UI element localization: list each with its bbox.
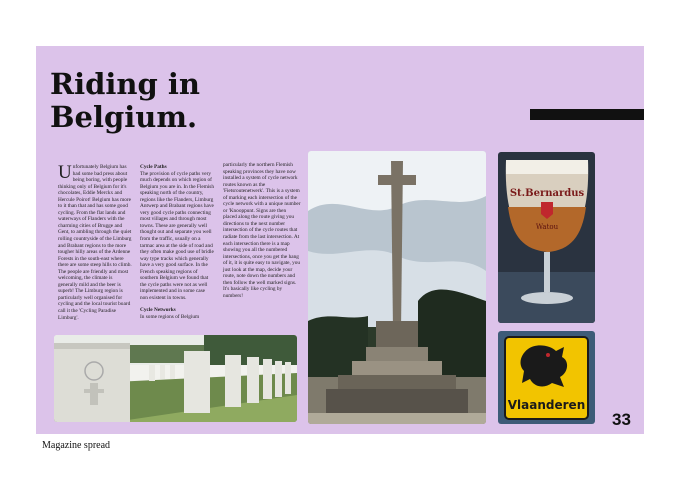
glass-town-text: Watou <box>535 223 559 231</box>
intro-text: nfortunately Belgium has had some bad press about being boring, with people thinking only of Belgium for it's chocolates, Eddie Merckx and Hercule Poirot! Belgium has more to it than that and has some good cycling. From the flat lands and waterways of Flanders with the charming cities of Brugge and Gent, to ambling through the quiet rolling countryside of the Limburg and Brabant regions to the more tougher hilly areas of the Ardenne Forests in the south-east where there are some steep hills to climb. The people are friendly and most welcoming, the climate is generally mild and the beer is superb! The Limburg region is particularly well organised for cycling and the local tourist board call it the 'Cycling Paradise Limburg'. <box>58 164 132 321</box>
intro-paragraph <box>58 164 132 321</box>
sign-text: Vlaanderen <box>507 398 586 412</box>
title-line-1: Riding in <box>50 67 200 101</box>
memorial-cross-photo <box>308 151 486 424</box>
text-column-1 <box>58 164 132 321</box>
cycle-networks-text: In some regions of Belgium <box>140 314 200 321</box>
vlaanderen-sign-photo <box>498 331 595 424</box>
cycle-paths-text: The provision of cycle paths very much depends on which region of Belgium you are in. In the Flemish speaking north of the country, regions like the Flanders, Limburg Antwerp and Brabant regions have very good cycle paths connecting most villages and through most towns. These are generally well thought out and separate you well from the traffic, usually on a tarmac area at the side of road and they often make good use of bridle way type tracks which generally have a very good surface. In the French speaking regions of southern Belgium we found that the cycle paths were not as well implemented and in some case non existent in towns. <box>140 170 214 301</box>
page-number: 33 <box>612 410 631 429</box>
title-accent-bar <box>530 109 644 120</box>
column-3-text: particularly the northern Flemish speaking provinces they have now installed a system of cycle network routes known as the 'Fietsroutenetwerk'. This is a system of marking each intersection of the cycle network with a unique number or 'Knooppunt. Signs are then placed along the route giving you directions to the next number intersection of the cycle routes that radiate from the last intersection. At each intersection there is a map showing you all the numbered intersections, once you get the hang of it, it is quite easy to navigate, you just look at the map, decide your route, note down the numbers and then follow the well marked signs. It's basically like cycling by numbers! <box>223 162 301 299</box>
text-column-3 <box>223 162 301 299</box>
drop-cap: U <box>58 162 72 183</box>
article-title <box>50 68 250 134</box>
glass-brand-text: St.Bernardus <box>509 188 585 199</box>
cycle-paths-heading: Cycle Paths <box>140 164 167 170</box>
text-column-2 <box>140 164 214 321</box>
image-caption: Magazine spread <box>42 440 111 451</box>
beer-glass-photo <box>498 152 595 323</box>
cycle-networks-heading: Cycle Networks <box>140 307 176 314</box>
cemetery-photo <box>54 335 297 422</box>
title-line-2: Belgium. <box>50 100 198 134</box>
magazine-spread <box>36 46 644 434</box>
